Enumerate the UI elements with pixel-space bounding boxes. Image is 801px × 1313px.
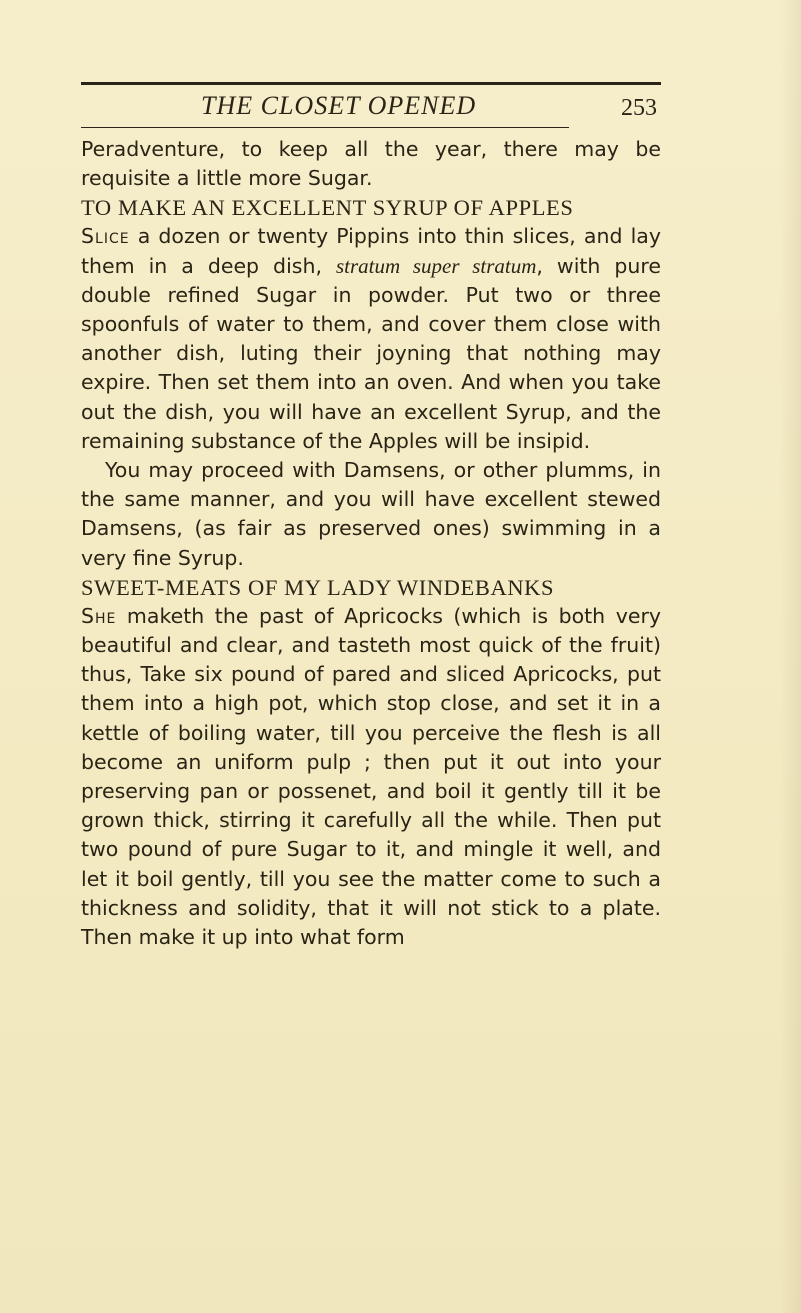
page-edge-shadow xyxy=(779,0,801,1313)
recipe-opening-word: Slice xyxy=(81,224,130,249)
recipe-text-part: a dozen or twenty Pippins into thin slices, and lay them in a deep dish, xyxy=(81,224,661,278)
running-head-title: THE CLOSET OPENED xyxy=(201,91,477,120)
recipe-sweet-meats xyxy=(81,602,661,952)
paragraph-damsens: You may proceed with Damsens, or other plumms, in the same manner, and you will have excellent stewed Damsens, (as fair as preserved ones) swimming in a very fine Syrup. xyxy=(81,458,661,570)
recipe-syrup-of-apples xyxy=(81,222,661,456)
recipe-text-part: maketh the past of Apricocks (which is both very beautiful and clear, and tasteth most quick of the fruit) thus, Take six pound of pared and sliced Apricocks, put them into a high pot, which stop close, and set it in a kettle of boiling water, till you perceive the flesh is all become an uniform pulp ; then put it out into your preserving pan or possenet, and boil it gently till it be grown thick, stirring it carefully all the while. Then put two pound of pure Sugar to it, and mingle it well, and let it boil gently, till you see the matter come to such a thickness and solidity, that it will not stick to a plate. Then make it up into what form xyxy=(81,603,661,950)
recipe-opening-word: She xyxy=(81,603,117,628)
page-number: 253 xyxy=(621,95,657,121)
running-head-underline xyxy=(81,127,569,128)
page-body xyxy=(81,135,661,952)
header-rule xyxy=(81,82,661,85)
recipe-heading-sweet-meats: SWEET-MEATS OF MY LADY WINDEBANKS xyxy=(81,574,555,600)
recipe-text-part: , with pure double refined Sugar in powder. Put two or three spoonfuls of water to them, and cover them close with another dish, luting their joyning that nothing may expire. Then set them into an oven. And when you take out the dish, you will have an excellent Syrup, and the remaining substance of the Apples will be insipid. xyxy=(81,253,661,453)
running-head xyxy=(81,90,661,128)
recipe-heading-syrup-of-apples: TO MAKE AN EXCELLENT SYRUP OF APPLES xyxy=(81,195,574,221)
paragraph-intro: Peradventure, to keep all the year, there may be requisite a little more Sugar. xyxy=(81,137,661,191)
recipe-italic-phrase: stratum super stratum xyxy=(335,253,537,278)
